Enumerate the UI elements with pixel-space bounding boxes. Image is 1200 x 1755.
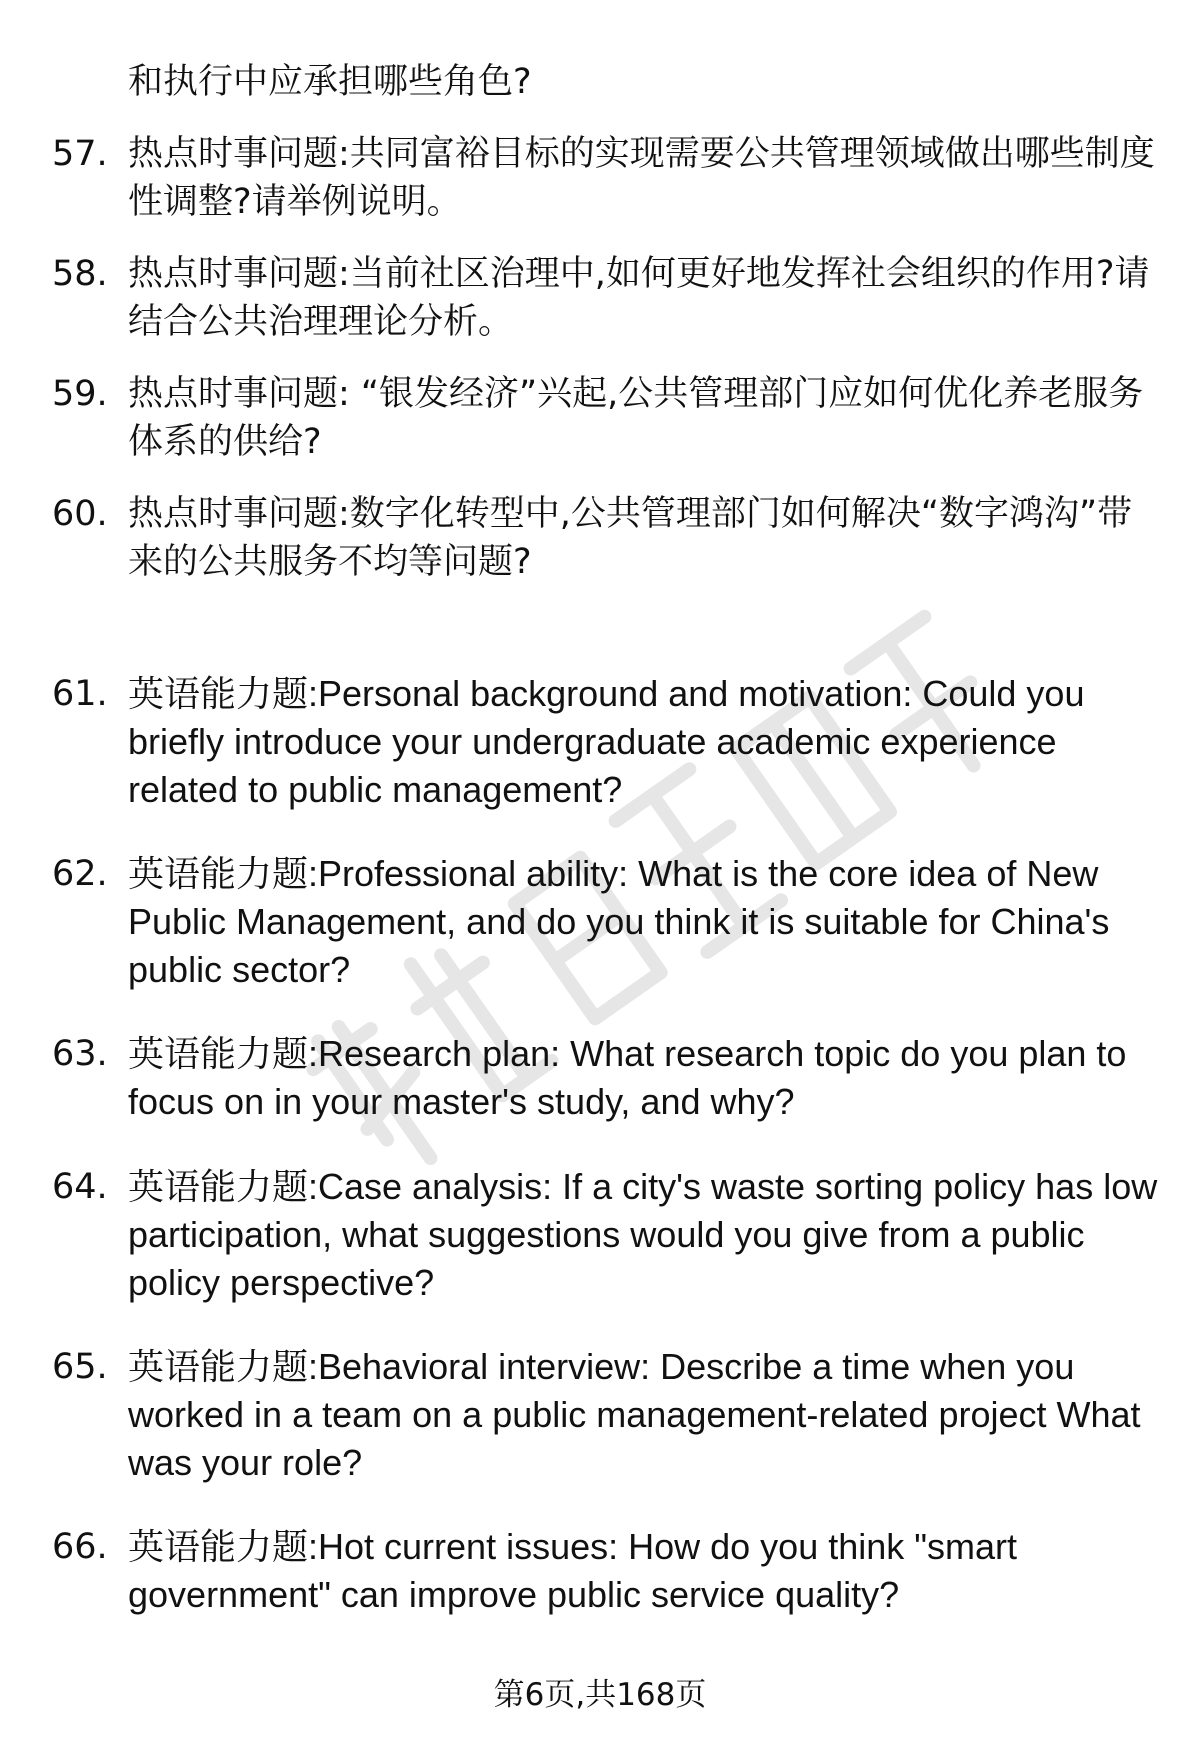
question-text: 热点时事问题: “银发经济”兴起,公共管理部门应如何优化养老服务体系的供给?	[128, 374, 1144, 462]
question-text: 热点时事问题:数字化转型中,公共管理部门如何解决“数字鸿沟”带来的公共服务不均等问题?	[128, 494, 1133, 582]
question-text: 热点时事问题:共同富裕目标的实现需要公共管理领域做出哪些制度性调整?请举例说明。	[128, 134, 1155, 222]
question-text: 英语能力题:Professional ability: What is the core idea of New Public Management, and do you think it is suitable for China's public sector?	[128, 853, 1110, 990]
question-text: 英语能力题:Hot current issues: How do you think "smart government" can improve public service quality?	[128, 1526, 1018, 1615]
question-text: 英语能力题:Behavioral interview: Describe a time when you worked in a team on a public management-related project What was your role?	[128, 1346, 1141, 1483]
question-number: 59.	[52, 374, 108, 414]
question-number: 60.	[52, 494, 108, 534]
question-text: 热点时事问题:当前社区治理中,如何更好地发挥社会组织的作用?请结合公共治理理论分析。	[128, 254, 1150, 342]
question-number: 61.	[52, 674, 108, 714]
question-number: 63.	[52, 1034, 108, 1074]
page-footer: 第6页,共168页	[493, 1677, 707, 1713]
question-text: 英语能力题:Research plan: What research topic do you plan to focus on in your master's study, and why?	[128, 1033, 1127, 1122]
question-number: 62.	[52, 854, 108, 894]
question-number: 58.	[52, 254, 108, 294]
question-text: 英语能力题:Personal background and motivation: Could you briefly introduce your undergraduate academic experience related to public management?	[128, 673, 1085, 810]
question-number: 57.	[52, 134, 108, 174]
question-number: 65.	[52, 1347, 108, 1387]
question-number: 66.	[52, 1527, 108, 1567]
continuation-text: 和执行中应承担哪些角色?	[128, 62, 532, 102]
question-text: 英语能力题:Case analysis: If a city's waste sorting policy has low participation, what suggestions would you give from a public policy perspective?	[128, 1166, 1158, 1303]
question-number: 64.	[52, 1167, 108, 1207]
